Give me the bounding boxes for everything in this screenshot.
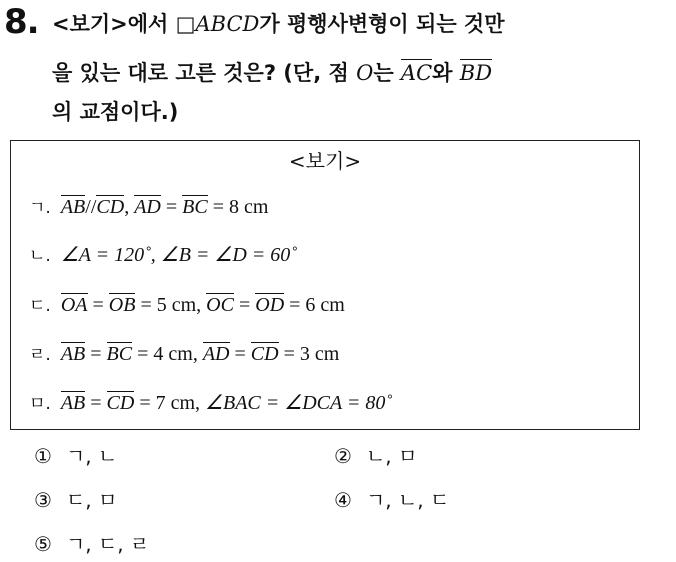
item-marker: ㄴ. xyxy=(29,246,51,266)
bogi-item-5 xyxy=(29,389,392,415)
bogi-item-1 xyxy=(29,193,268,219)
item-text: = xyxy=(160,196,183,218)
segment: OA xyxy=(60,294,88,316)
option-number: ④ xyxy=(334,488,352,512)
option-text: ㄱ, ㄷ, ㄹ xyxy=(65,532,150,556)
stem-text: 가 평행사변형이 되는 것만 xyxy=(259,12,505,36)
item-text: , xyxy=(124,196,135,218)
segment: AD xyxy=(134,196,161,218)
option-text: ㄱ, ㄴ xyxy=(65,444,118,468)
question-stem-line-3: 의 교점이다.) xyxy=(52,100,179,124)
item-text: // xyxy=(85,196,97,218)
option-text: ㄴ, ㅁ xyxy=(365,444,418,468)
option-number: ③ xyxy=(34,488,52,512)
stem-math: ABCD xyxy=(195,12,260,36)
bogi-item-3 xyxy=(29,291,345,317)
segment: BC xyxy=(106,343,133,365)
segment: CD xyxy=(250,343,279,365)
item-text: ∠A = 120˚, ∠B = ∠D = 60˚ xyxy=(60,244,297,266)
stem-math: O xyxy=(356,61,374,85)
segment: CD xyxy=(106,392,135,414)
option-number: ② xyxy=(334,444,352,468)
item-text: = 6 cm xyxy=(284,294,345,316)
segment: OB xyxy=(108,294,136,316)
segment: OC xyxy=(206,294,234,316)
segment: AB xyxy=(60,392,86,414)
option-1[interactable] xyxy=(34,440,117,469)
item-text: = xyxy=(85,343,107,365)
item-text: = 7 cm, xyxy=(134,392,206,414)
stem-text: 는 xyxy=(373,61,401,85)
item-text: = xyxy=(87,294,109,316)
item-text: = 4 cm, xyxy=(132,343,203,365)
option-number: ⑤ xyxy=(34,532,52,556)
bogi-item-4 xyxy=(29,340,339,366)
item-text: ∠BAC = ∠DCA = 80˚ xyxy=(205,392,392,414)
item-text: = xyxy=(233,294,256,316)
stem-text: 와 xyxy=(432,61,460,85)
segment: AB xyxy=(60,343,86,365)
option-5[interactable] xyxy=(34,528,149,557)
question-number: 8. xyxy=(4,2,39,42)
option-3[interactable] xyxy=(34,484,117,513)
question-stem-line-2 xyxy=(52,57,492,87)
item-text: = xyxy=(229,343,251,365)
option-text: ㄱ, ㄴ, ㄷ xyxy=(365,488,450,512)
bogi-title: <보기> xyxy=(288,149,362,173)
bogi-box xyxy=(10,140,640,430)
item-text: = 8 cm xyxy=(207,196,269,218)
stem-text: <보기>에서 □ xyxy=(52,12,196,36)
option-4[interactable] xyxy=(334,484,449,513)
item-text: = 5 cm, xyxy=(135,294,207,316)
item-text: = 3 cm xyxy=(278,343,340,365)
option-number: ① xyxy=(34,444,52,468)
stem-text: 을 있는 대로 고른 것은? (단, 점 xyxy=(52,61,357,85)
segment: OD xyxy=(255,294,285,316)
question-stem-line-1 xyxy=(52,8,505,38)
option-text: ㄷ, ㅁ xyxy=(65,488,118,512)
segment: AD xyxy=(202,343,230,365)
option-2[interactable] xyxy=(334,440,417,469)
item-marker: ㅁ. xyxy=(29,394,51,414)
segment-ac: AC xyxy=(400,61,433,85)
segment-bd: BD xyxy=(459,61,493,85)
segment: BC xyxy=(182,196,208,218)
item-marker: ㄱ. xyxy=(29,198,51,218)
segment: AB xyxy=(60,196,86,218)
segment: CD xyxy=(96,196,125,218)
item-text: = xyxy=(85,392,107,414)
item-marker: ㄷ. xyxy=(29,296,51,316)
bogi-item-2 xyxy=(29,241,297,267)
item-marker: ㄹ. xyxy=(29,345,51,365)
